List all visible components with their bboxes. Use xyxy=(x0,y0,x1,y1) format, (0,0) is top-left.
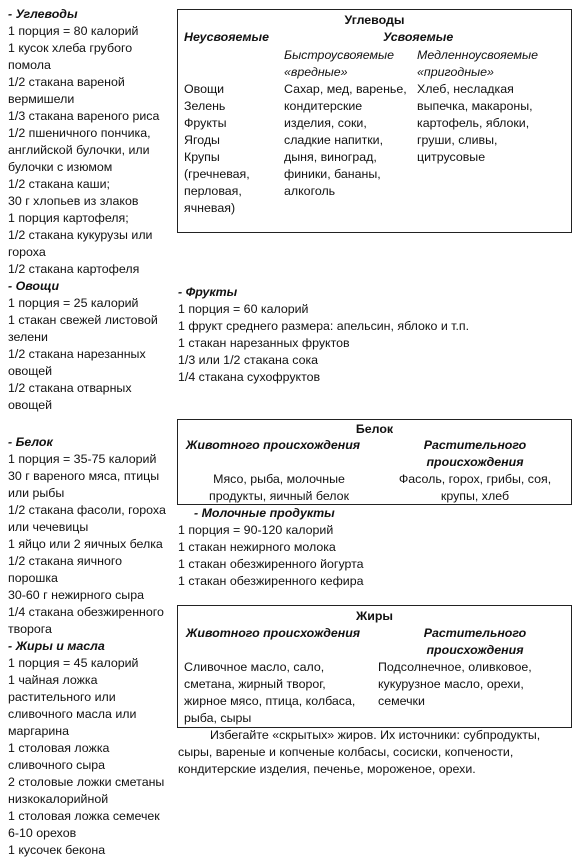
protein-line: 1/4 стакана обезжиренного творога xyxy=(8,605,164,636)
fruits-line: 1/3 или 1/2 стакана сока xyxy=(178,353,319,367)
carbs-col1-item: Ягоды xyxy=(184,133,220,147)
carbs-col1-item: Зелень xyxy=(184,99,226,113)
hidden-fats-note: Избегайте «скрытых» жиров. Их источники: субпродукты, сыры, вареные и копченые колбасы, сосиски, копчености, кондитерские изделия, печенье, мороженое, орехи. xyxy=(178,728,541,776)
fruits-line: 1 стакан нарезанных фруктов xyxy=(178,336,350,350)
fats-line: 1 кусочек бекона xyxy=(8,843,106,857)
carbs-line: 1/3 стакана вареного риса xyxy=(8,109,160,123)
protein-heading: - Белок xyxy=(8,435,53,449)
carbs-line: 1 порция картофеля; xyxy=(8,211,129,225)
carbs-line: 1 порция = 80 калорий xyxy=(8,24,139,38)
dairy-line: 1 стакан нежирного молока xyxy=(178,540,336,554)
fruits-section xyxy=(178,284,558,386)
carbs-col3-text: Хлеб, несладкая выпечка, макароны, картофель, яблоки, груши, сливы, цитрусовые xyxy=(417,82,533,164)
fats-line: 1 чайная ложка растительного или сливочного масла или маргарина xyxy=(8,673,137,738)
fats-line: 1 порция = 45 калорий xyxy=(8,656,139,670)
veg-line: 1/2 стакана отварных овощей xyxy=(8,381,132,412)
carbs-line: 1/2 пшеничного пончика, английской булочки, или булочки с изюмом xyxy=(8,126,151,174)
dairy-line: 1 порция = 90-120 калорий xyxy=(178,523,334,537)
carbs-col1-item: Овощи xyxy=(184,82,225,96)
fats-heading: - Жиры и масла xyxy=(8,639,105,653)
dairy-line: 1 стакан обезжиренного кефира xyxy=(178,574,364,588)
carbs-line: 1 кусок хлеба грубого помола xyxy=(8,41,133,72)
protein-line: 1/2 стакана яичного порошка xyxy=(8,554,123,585)
carbs-col2-head: Быстроусвояемые «вредные» xyxy=(284,48,395,79)
protein-table xyxy=(177,419,572,505)
carbs-line: 1/2 стакана вареной вермишели xyxy=(8,75,125,106)
fats-col2-text: Подсолнечное, оливковое, кукурузное масло, орехи, семечки xyxy=(378,660,532,708)
carbs-col1-head: Неусвояемые xyxy=(184,30,270,44)
protein-col2-text: Фасоль, горох, грибы, соя, крупы, хлеб xyxy=(398,472,552,503)
veg-heading: - Овощи xyxy=(8,279,60,293)
veg-line: 1 порция = 25 калорий xyxy=(8,296,139,310)
carbs-line: 1/2 стакана кукурузы или гороха xyxy=(8,228,153,259)
fruits-heading: - Фрукты xyxy=(178,285,238,299)
fats-table-title: Жиры xyxy=(356,609,393,623)
fruits-line: 1 порция = 60 калорий xyxy=(178,302,309,316)
protein-line: 30 г вареного мяса, птицы или рыбы xyxy=(8,469,160,500)
carbs-table xyxy=(177,9,572,233)
protein-line: 1 порция = 35-75 калорий xyxy=(8,452,157,466)
protein-line: 1 яйцо или 2 яичных белка xyxy=(8,537,163,551)
fats-line: 2 столовые ложки сметаны низкокалорийной xyxy=(8,775,165,806)
fats-table xyxy=(177,605,572,728)
fats-col2-head: Растительного происхождения xyxy=(423,626,527,657)
dairy-line: 1 стакан обезжиренного йогурта xyxy=(178,557,364,571)
protein-col2-head: Растительного происхождения xyxy=(423,438,527,469)
fats-col1-text: Сливочное масло, сало, сметана, жирный творог, жирное мясо, птица, колбаса, рыба, сыры xyxy=(184,660,356,725)
protein-line: 30-60 г нежирного сыра xyxy=(8,588,144,602)
veg-line: 1 стакан свежей листовой зелени xyxy=(8,313,158,344)
carbs-table-title: Углеводы xyxy=(344,13,405,27)
carbs-col1-item: Крупы (гречневая, перловая, ячневая) xyxy=(184,150,250,215)
carbs-col1-item: Фрукты xyxy=(184,116,227,130)
protein-line: 1/2 стакана фасоли, гороха или чечевицы xyxy=(8,503,166,534)
veg-line: 1/2 стакана нарезанных овощей xyxy=(8,347,146,378)
fats-col1-head: Животного происхождения xyxy=(185,626,361,640)
carbs-line: 30 г хлопьев из злаков xyxy=(8,194,139,208)
dairy-heading: - Молочные продукты xyxy=(194,506,335,520)
left-column xyxy=(8,6,174,859)
carbs-group-head: Усвояемые xyxy=(383,30,454,44)
fats-line: 1 столовая ложка семечек xyxy=(8,809,160,823)
carbs-col1-list xyxy=(184,81,280,217)
dairy-section xyxy=(178,505,538,590)
fruits-line: 1 фрукт среднего размера: апельсин, яблоко и т.п. xyxy=(178,319,470,333)
carbs-line: 1/2 стакана каши; xyxy=(8,177,110,191)
fats-line: 6-10 орехов xyxy=(8,826,77,840)
protein-col1-text: Мясо, рыба, молочные продукты, яичный белок xyxy=(209,472,349,503)
fruits-line: 1/4 стакана сухофруктов xyxy=(178,370,321,384)
carbs-line: 1/2 стакана картофеля xyxy=(8,262,140,276)
protein-table-title: Белок xyxy=(355,422,394,436)
carbs-heading: - Углеводы xyxy=(8,7,78,21)
carbs-col3-head: Медленноусвояемые «пригодные» xyxy=(417,48,538,79)
protein-col1-head: Животного происхождения xyxy=(185,438,361,452)
carbs-col2-text: Сахар, мед, варенье, кондитерские изделия, соки, сладкие напитки, дыня, виноград, финики, бананы, алкоголь xyxy=(284,82,407,198)
fats-line: 1 столовая ложка сливочного сыра xyxy=(8,741,110,772)
